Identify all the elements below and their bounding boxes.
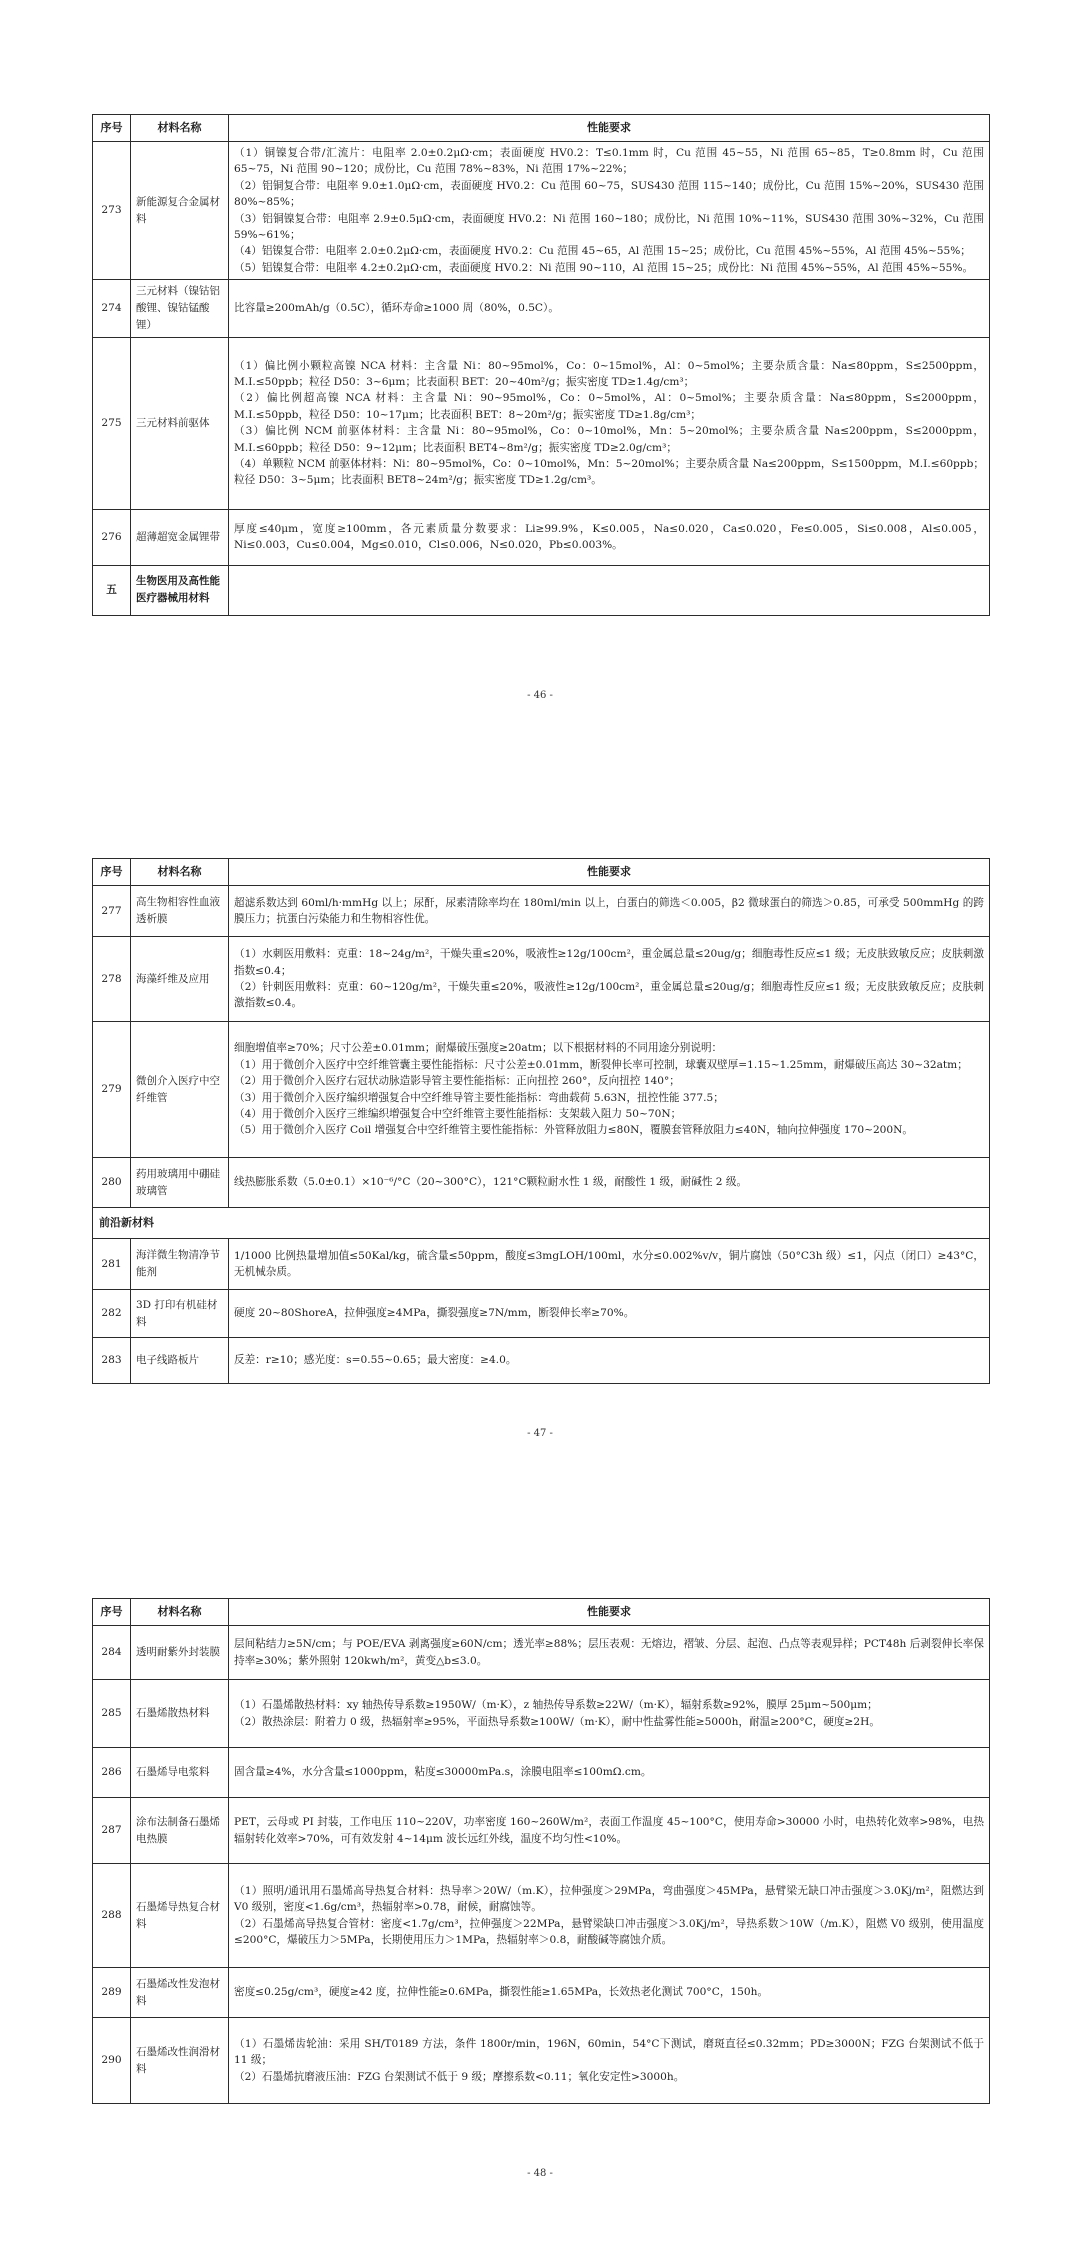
row-seq: 283 [93, 1338, 131, 1384]
perf-line: （2）石墨烯高导热复合管材：密度<1.7g/cm³，拉伸强度＞22MPa，悬臂梁缺口冲击强度＞3.0Kj/m²，导热系数＞10W（/m.K），阻燃 V0 级别，使用温度≤200°C，爆破压力＞5MPa，长期使用压力＞1MPa，热辐射率＞0.8，耐酸碱等腐蚀介质。 [234, 1917, 984, 1946]
row-perf [229, 1022, 990, 1158]
row-perf [229, 1680, 990, 1748]
perf-line: 线热膨胀系数（5.0±0.1）×10⁻⁶/°C（20~300°C），121°C颗粒耐水性 1 级，耐酸性 1 级，耐碱性 2 级。 [234, 1176, 748, 1189]
row-name: 石墨烯导电浆料 [131, 1748, 229, 1798]
row-name: 石墨烯导热复合材料 [131, 1864, 229, 1968]
row-name: 石墨烯改性润滑材料 [131, 2018, 229, 2104]
perf-line: （2）偏比例超高镍 NCA 材料：主含量 Ni：90~95mol%，Co：0~5mol%，Al：0~5mol%；主要杂质含量：Na≤80ppm，S≤2000ppm，M.I.≤50ppb，粒径 D50：10~17μm；比表面积 BET：8~20m²/g；振实密度 TD≥1.8g/cm³； [234, 392, 984, 421]
row-perf [229, 142, 990, 280]
section-row [93, 1208, 990, 1239]
table-row [93, 509, 990, 565]
row-seq: 285 [93, 1680, 131, 1748]
table-row [93, 1290, 990, 1338]
row-perf [229, 1798, 990, 1864]
perf-line: 厚度≤40μm，宽度≥100mm，各元素质量分数要求：Li≥99.9%，K≤0.005，Na≤0.020，Ca≤0.020，Fe≤0.005，Si≤0.008，Al≤0.005，Ni≤0.003，Cu≤0.004，Mg≤0.010，Cl≤0.006，N≤0.020，Pb≤0.003%。 [234, 522, 984, 552]
row-perf [229, 1748, 990, 1798]
perf-line: 密度≤0.25g/cm³，硬度≥42 度，拉伸性能≥0.6MPa，撕裂性能≥1.65MPa，长效热老化测试 700°C，150h。 [234, 1986, 769, 1999]
row-name: 3D 打印有机硅材料 [131, 1290, 229, 1338]
row-seq: 281 [93, 1239, 131, 1290]
row-perf [229, 280, 990, 337]
perf-line: （1）照明/通讯用石墨烯高导热复合材料：热导率＞20W/（m.K），拉伸强度＞29MPa，弯曲强度＞45MPa，悬臂梁无缺口冲击强度＞3.0Kj/m²，阻燃达到 V0 级别，密度<1.6g/cm³，热辐射率>0.78，耐候，耐腐蚀等。 [234, 1884, 984, 1914]
perf-line: （1）用于微创介入医疗中空纤维管囊主要性能指标：尺寸公差±0.01mm，断裂伸长率可控制，球囊双壁厚=1.15~1.25mm，耐爆破压高达 30~32atm； [234, 1058, 968, 1071]
header-seq: 序号 [93, 115, 131, 142]
perf-line: （4）铝镍复合带：电阻率 2.0±0.2μΩ·cm，表面硬度 HV0.2：Cu 范围 45~65，Al 范围 15~25；成份比，Cu 范围 45%~55%，Al 范围 45%~55%； [234, 245, 971, 258]
page-number: - 46 - [527, 690, 553, 701]
perf-line: （1）偏比例小颗粒高镍 NCA 材料：主含量 Ni：80~95mol%，Co：0~15mol%，Al：0~5mol%；主要杂质含量：Na≤80ppm，S≤2500ppm，M.I.≤50ppb；粒径 D50：3~6μm；比表面积 BET：20~40m²/g；振实密度 TD≥1.4g/cm³； [234, 359, 984, 388]
perf-line: （3）铝铜镍复合带：电阻率 2.9±0.5μΩ·cm，表面硬度 HV0.2：Ni 范围 160~180；成份比，Ni 范围 10%~11%，SUS430 范围 30%~32%，Cu 范围 59%~61%； [234, 212, 984, 242]
row-name: 电子线路板片 [131, 1338, 229, 1384]
perf-line: 反差：r≥10；感光度：s=0.55~0.65；最大密度：≥4.0。 [234, 1354, 517, 1367]
row-name: 新能源复合金属材料 [131, 142, 229, 280]
perf-line: （2）针刺医用敷料：克重：60~120g/m²，干燥失重≤20%，吸液性≥12g/100cm²，重金属总量≤20ug/g；细胞毒性反应≤1 级；无皮肤致敏反应；皮肤刺激指数≤0.4。 [234, 981, 984, 1010]
table-row [93, 1680, 990, 1748]
row-name: 涂布法制备石墨烯电热膜 [131, 1798, 229, 1864]
row-seq: 284 [93, 1626, 131, 1680]
table-row [93, 1748, 990, 1798]
table-row [93, 142, 990, 280]
table-row [93, 1022, 990, 1158]
row-perf [229, 337, 990, 509]
perf-line: （1）石墨烯齿轮油：采用 SH/T0189 方法，条件 1800r/min，196N，60min，54°C下测试，磨斑直径≤0.32mm；PD≥3000N；FZG 台架测试不低于 11 级； [234, 2037, 984, 2067]
page-number: - 47 - [527, 1428, 553, 1439]
table-row [93, 1338, 990, 1384]
row-seq: 282 [93, 1290, 131, 1338]
table-row [93, 337, 990, 509]
row-seq: 280 [93, 1158, 131, 1208]
row-perf [229, 937, 990, 1022]
table-row [93, 1968, 990, 2018]
row-perf [229, 1290, 990, 1338]
row-name: 超薄超宽金属锂带 [131, 509, 229, 565]
header-perf: 性能要求 [229, 1599, 990, 1626]
section-seq: 五 [93, 565, 131, 615]
row-name: 海藻纤维及应用 [131, 937, 229, 1022]
perf-line: 硬度 20~80ShoreA，拉伸强度≥4MPa，撕裂强度≥7N/mm，断裂伸长率≥70%。 [234, 1307, 635, 1320]
row-seq: 289 [93, 1968, 131, 2018]
row-seq: 277 [93, 886, 131, 937]
row-seq: 275 [93, 337, 131, 509]
section-empty-cell [229, 565, 990, 615]
row-name: 药用玻璃用中硼硅玻璃管 [131, 1158, 229, 1208]
section-row [93, 565, 990, 615]
section-name: 生物医用及高性能医疗器械用材料 [131, 565, 229, 615]
header-name: 材料名称 [131, 115, 229, 142]
perf-line: PET，云母或 PI 封装，工作电压 110~220V，功率密度 160~260W/m²，表面工作温度 45~100°C，使用寿命>30000 小时，电热转化效率>98%，电热辐射转化效率>70%，可有效发射 4~14μm 波长远红外线，温度不均匀性<10%。 [234, 1816, 984, 1845]
page-number: - 48 - [527, 2168, 553, 2179]
header-perf: 性能要求 [229, 859, 990, 886]
perf-line: （4）用于微创介入医疗三维编织增强复合中空纤维管主要性能指标：支架载入阻力 50~70N； [234, 1107, 682, 1120]
row-seq: 274 [93, 280, 131, 337]
section-title: 前沿新材料 [93, 1208, 990, 1239]
row-seq: 279 [93, 1022, 131, 1158]
row-seq: 290 [93, 2018, 131, 2104]
row-seq: 288 [93, 1864, 131, 1968]
table-page-48 [92, 1598, 990, 2104]
perf-line: （2）散热涂层：附着力 0 级，热辐射率≥95%，平面热导系数≥100W/（m·K），耐中性盐雾性能≥5000h，耐温≥200°C，硬度≥2H。 [234, 1715, 880, 1728]
table-row [93, 1864, 990, 1968]
row-seq: 287 [93, 1798, 131, 1864]
table-row [93, 1239, 990, 1290]
row-name: 石墨烯改性发泡材料 [131, 1968, 229, 2018]
header-seq: 序号 [93, 859, 131, 886]
row-name: 高生物相容性血液透析膜 [131, 886, 229, 937]
perf-line: （4）单颗粒 NCM 前驱体材料：Ni：80~95mol%，Co：0~10mol%，Mn：5~20mol%；主要杂质含量 Na≤200ppm，S≤1500ppm，M.I.≤60ppb；粒径 D50：3~5μm；比表面积 BET8~24m²/g；振实密度 TD≥1.2g/cm³。 [234, 457, 984, 487]
row-name: 海洋微生物清净节能剂 [131, 1239, 229, 1290]
row-perf [229, 2018, 990, 2104]
row-perf [229, 1239, 990, 1290]
table-row [93, 1158, 990, 1208]
header-name: 材料名称 [131, 1599, 229, 1626]
header-seq: 序号 [93, 1599, 131, 1626]
row-name: 石墨烯散热材料 [131, 1680, 229, 1748]
header-perf: 性能要求 [229, 115, 990, 142]
row-name: 三元材料（镍钴铝酸锂、镍钴锰酸锂） [131, 280, 229, 337]
row-seq: 286 [93, 1748, 131, 1798]
row-seq: 273 [93, 142, 131, 280]
perf-line: （5）用于微创介入医疗 Coil 增强复合中空纤维管主要性能指标：外管释放阻力≤80N，覆膜套管释放阻力≤40N，轴向拉伸强度 170~200N。 [234, 1124, 914, 1137]
table-row [93, 1798, 990, 1864]
perf-line: （1）水刺医用敷料：克重：18~24g/m²，干燥失重≤20%，吸液性≥12g/100cm²，重金属总量≤20ug/g；细胞毒性反应≤1 级；无皮肤致敏反应；皮肤刺激指数≤0.4； [234, 948, 984, 977]
perf-line: （3）偏比例 NCM 前驱体材料：主含量 Ni：80~95mol%，Co：0~10mol%，Mn：5~20mol%；主要杂质含量 Na≤200ppm，S≤2000ppm，M.I.≤60ppb；粒径 D50：9~12μm；比表面积 BET4~8m²/g；振实密度 TD≥2.0g/cm³； [234, 425, 984, 454]
table-header-row [93, 859, 990, 886]
table-page-46 [92, 114, 990, 616]
row-perf [229, 1338, 990, 1384]
perf-line: （3）用于微创介入医疗编织增强复合中空纤维导管主要性能指标：弯曲载荷 5.63N，扭控性能 377.5； [234, 1091, 724, 1104]
table-row [93, 2018, 990, 2104]
table-page-47 [92, 858, 990, 1384]
header-name: 材料名称 [131, 859, 229, 886]
table-row [93, 1626, 990, 1680]
perf-line: 比容量≥200mAh/g（0.5C），循环寿命≥1000 周（80%，0.5C）。 [234, 302, 559, 315]
table-header-row [93, 115, 990, 142]
row-perf [229, 1158, 990, 1208]
table-row [93, 280, 990, 337]
row-name: 透明耐紫外封装膜 [131, 1626, 229, 1680]
row-seq: 278 [93, 937, 131, 1022]
perf-line: 超滤系数达到 60ml/h·mmHg 以上；尿酐，尿素清除率均在 180ml/min 以上，白蛋白的筛选＜0.005，β2 微球蛋白的筛选＞0.85，可承受 500mmHg 的跨膜压力；抗蛋白污染能力和生物相容性优。 [234, 896, 984, 925]
row-perf [229, 1968, 990, 2018]
perf-line: （1）石墨烯散热材料：xy 轴热传导系数≥1950W/（m·K），z 轴热传导系数≥22W/（m·K），辐射系数≥92%，膜厚 25μm~500μm； [234, 1699, 878, 1712]
row-perf [229, 886, 990, 937]
perf-line: （2）石墨烯抗磨液压油：FZG 台架测试不低于 9 级；摩擦系数<0.11；氧化安定性>3000h。 [234, 2070, 685, 2083]
row-perf [229, 1864, 990, 1968]
table-header-row [93, 1599, 990, 1626]
table-row [93, 886, 990, 937]
perf-line: （2）铝铜复合带：电阻率 9.0±1.0μΩ·cm，表面硬度 HV0.2：Cu 范围 60~75，SUS430 范围 115~140；成份比，Cu 范围 15%~20%，SUS430 范围 80%~85%； [234, 179, 984, 209]
perf-line: 固含量≥4%，水分含量≤1000ppm，粘度≤30000mPa.s，涂膜电阻率≤100mΩ.cm。 [234, 1766, 652, 1779]
perf-line: （5）铝镍复合带：电阻率 4.2±0.2μΩ·cm，表面硬度 HV0.2：Ni 范围 90~110，Al 范围 15~25；成份比：Ni 范围 45%~55%，Al 范围 45%~55%。 [234, 261, 974, 274]
perf-line: （2）用于微创介入医疗右冠状动脉造影导管主要性能指标：正向扭控 260°，反向扭控 140°； [234, 1075, 680, 1088]
perf-line: （1）铜镍复合带/汇流片：电阻率 2.0±0.2μΩ·cm；表面硬度 HV0.2：T≤0.1mm 时，Cu 范围 45~55，Ni 范围 65~85，T≥0.8mm 时，Cu 范围 65~75，Ni 范围 90~120；成份比，Cu 范围 78%~83%，Ni 范围 17%~22%； [234, 147, 984, 176]
row-name: 三元材料前驱体 [131, 337, 229, 509]
perf-line: 细胞增值率≥70%；尺寸公差±0.01mm；耐爆破压强度≥20atm；以下根据材料的不同用途分别说明： [234, 1042, 723, 1055]
row-seq: 276 [93, 509, 131, 565]
row-perf [229, 1626, 990, 1680]
table-row [93, 937, 990, 1022]
perf-line: 1/1000 比例热量增加值≤50Kal/kg，硫含量≤50ppm，酸度≤3mgLOH/100ml，水分≤0.002%v/v，铜片腐蚀（50°C3h 级）≤1，闪点（闭口）≥43°C，无机械杂质。 [234, 1249, 984, 1278]
row-perf [229, 509, 990, 565]
perf-line: 层间粘结力≥5N/cm；与 POE/EVA 剥离强度≥60N/cm；透光率≥88%；层压表观：无熔边，褶皱、分层、起泡、凸点等表观异样；PCT48h 后剥裂伸长率保持率≥30%；紫外照射 120kwh/m²，黄变△b≤3.0。 [234, 1638, 984, 1667]
row-name: 微创介入医疗中空纤维管 [131, 1022, 229, 1158]
